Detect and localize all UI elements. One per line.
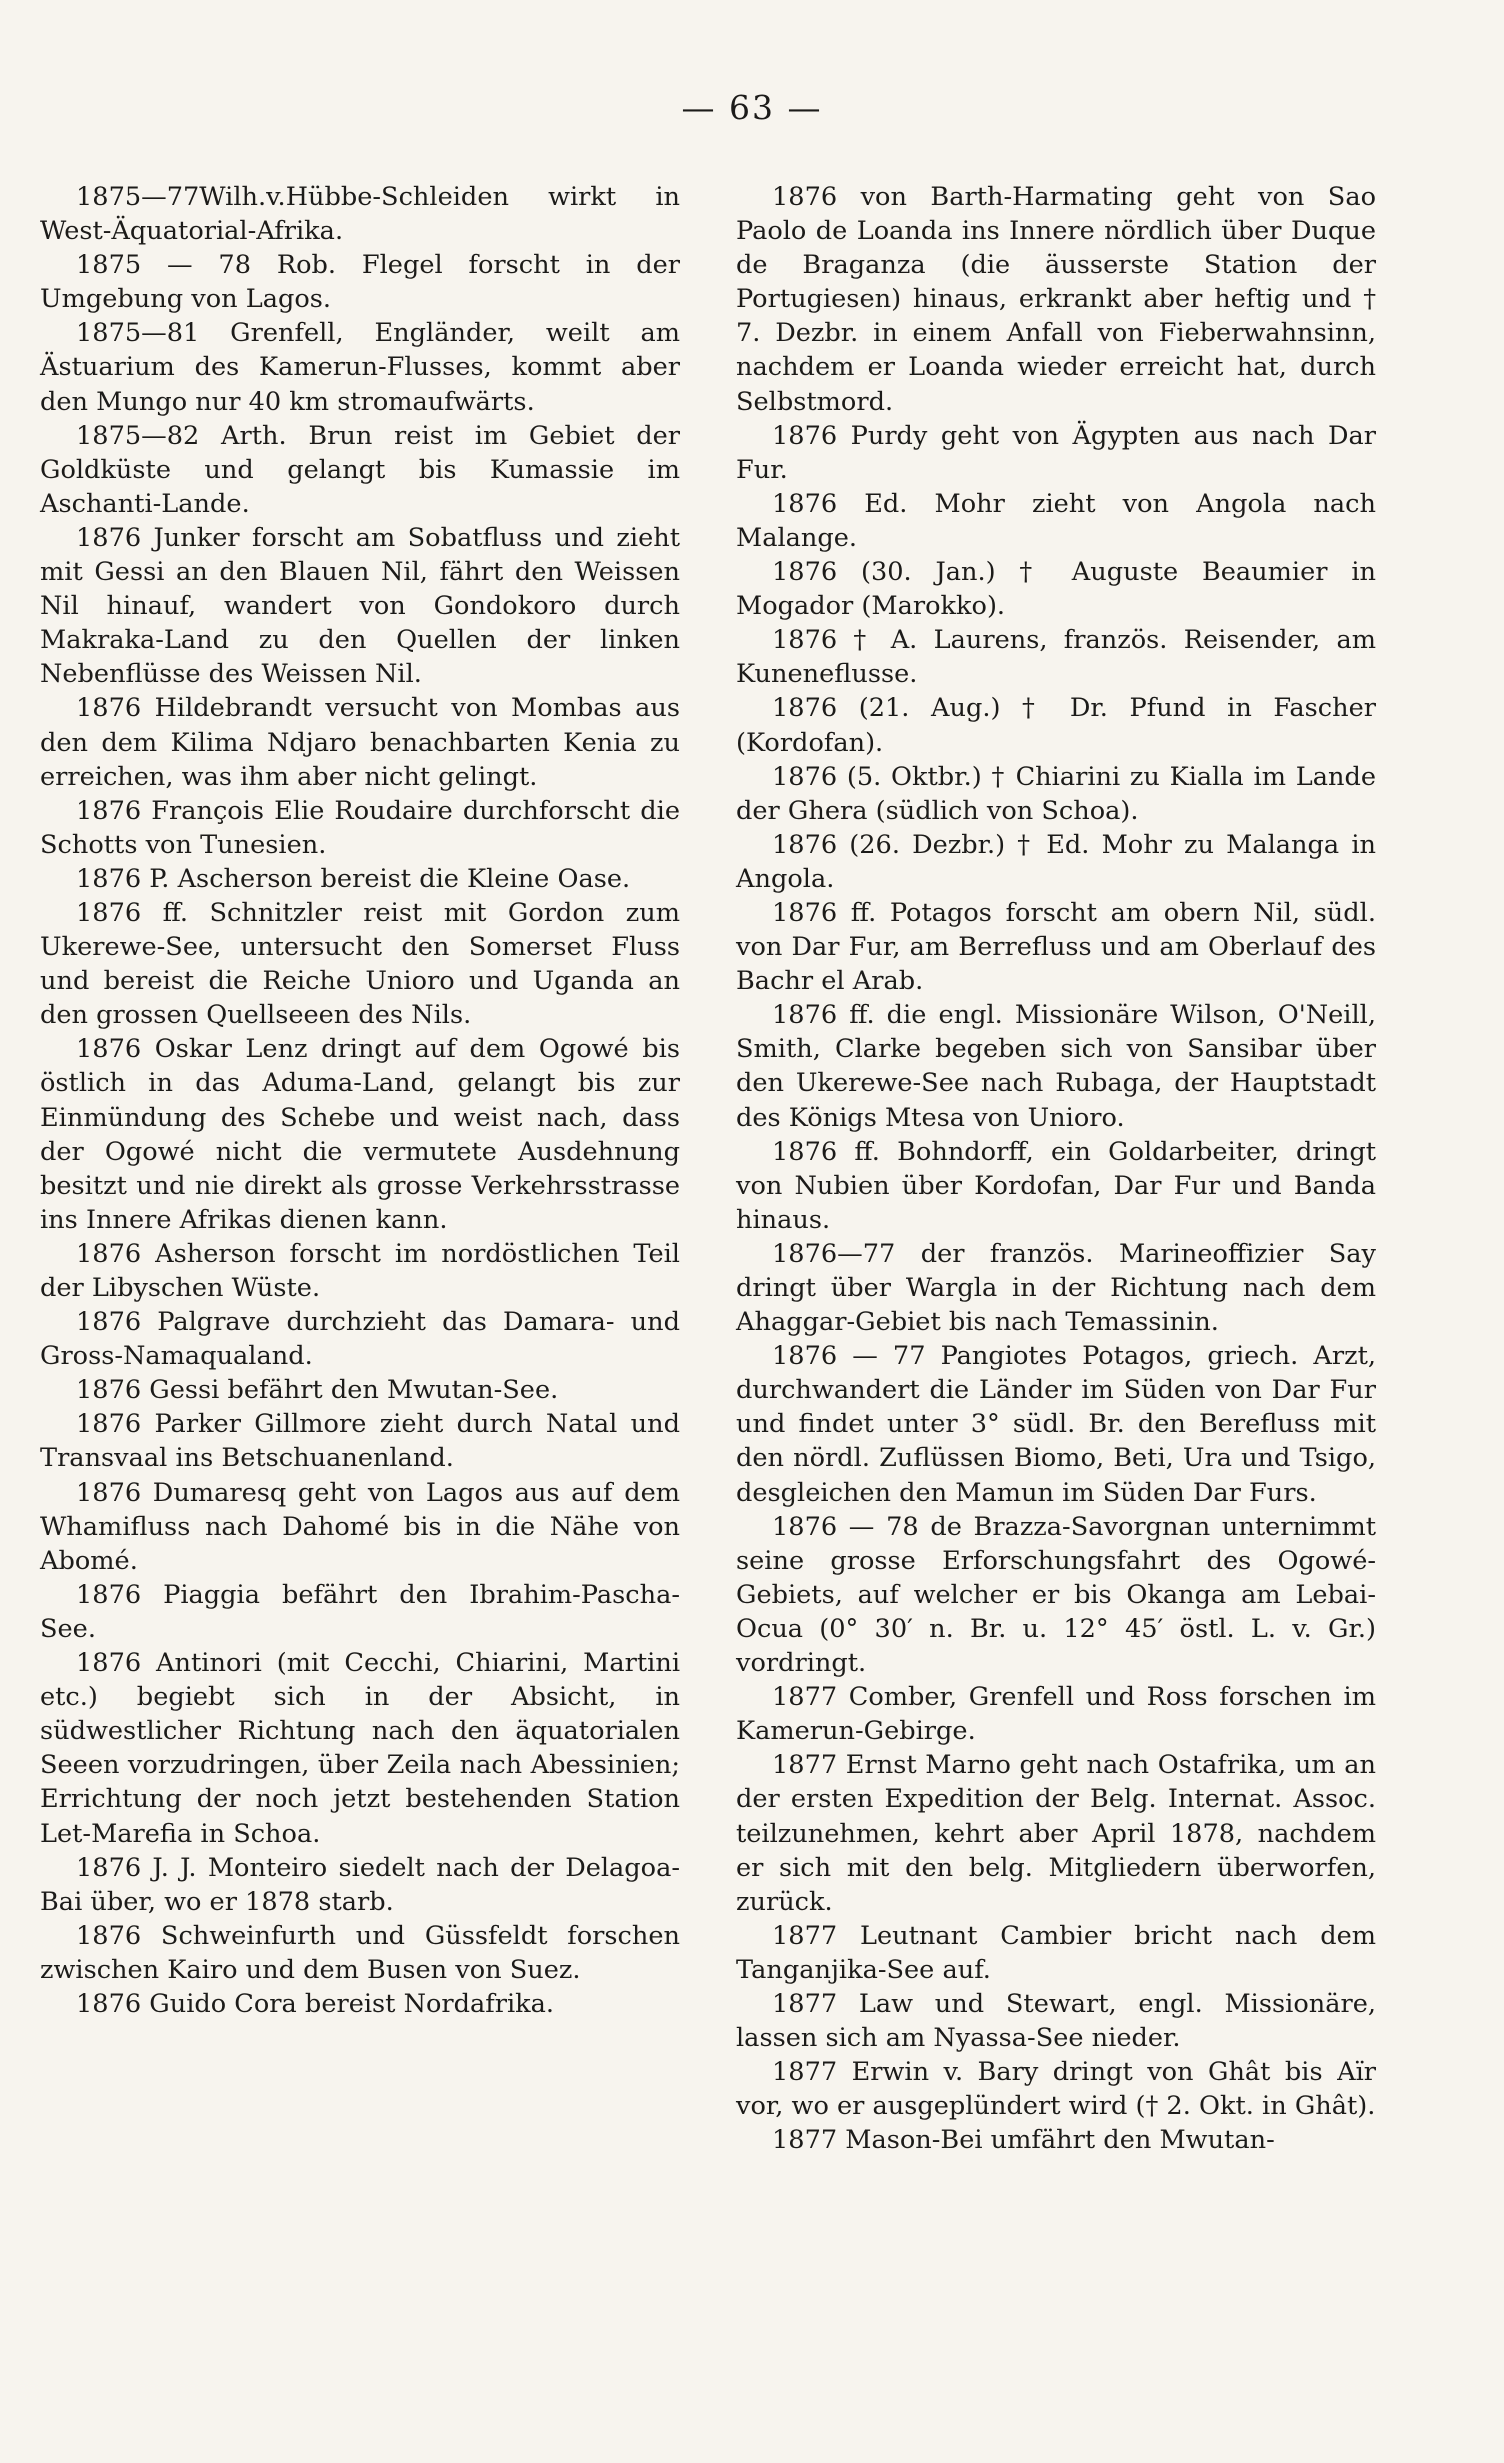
- entry: 1875—77Wilh.v.Hübbe-Schleiden wirkt in West-Äquatorial-Afrika.: [40, 182, 680, 247]
- entry: 1876—77 der französ. Marineoffizier Say dringt über Wargla in der Richtung nach dem Ahaggar-Gebiet bis nach Temassinin.: [736, 1238, 1376, 1338]
- entry: 1876 Oskar Lenz dringt auf dem Ogowé bis östlich in das Aduma-Land, gelangt bis zur Einmündung des Schebe und weist nach, dass der Ogowé nicht die vermutete Ausdehnung besitzt und nie direkt als grosse Verkehrsstrasse ins Innere Afrikas dienen kann.: [40, 1034, 680, 1235]
- entry: 1877 Erwin v. Bary dringt von Ghât bis Aïr vor, wo er ausgeplündert wird († 2. Okt. in Ghât).: [736, 2057, 1376, 2122]
- entry: 1876 Piaggia befährt den Ibrahim-Pascha-See.: [40, 1579, 680, 1644]
- entry: 1877 Law und Stewart, engl. Missionäre, lassen sich am Nyassa-See nieder.: [736, 1988, 1376, 2054]
- entry: 1876 Parker Gillmore zieht durch Natal und Transvaal ins Betschuanenland.: [40, 1409, 680, 1474]
- entry: 1875 — 78 Rob. Flegel forscht in der Umgebung von Lagos.: [40, 250, 680, 315]
- entry: 1876 Guido Cora bereist Nordafrika.: [76, 1988, 555, 2019]
- entry: 1876 † A. Laurens, französ. Reisender, am Kuneneflusse.: [736, 625, 1376, 690]
- entry: 1876 — 77 Pangiotes Potagos, griech. Arzt, durchwandert die Länder im Süden von Dar Fur und findet unter 3° südl. Br. den Berefluss mit den nördl. Zuflüssen Biomo, Beti, Ura und Tsigo, desgleichen den Mamun im Süden Dar Furs.: [736, 1341, 1376, 1508]
- entry: 1877 Ernst Marno geht nach Ostafrika, um an der ersten Expedition der Belg. Internat. Assoc. teilzunehmen, kehrt aber April 1878, nachdem er sich mit den belg. Mitgliedern überworfen, zurück.: [736, 1750, 1376, 1917]
- entry: 1876 ff. Schnitzler reist mit Gordon zum Ukerewe-See, untersucht den Somerset Fluss und bereist die Reiche Unioro und Uganda an den grossen Quellseeen des Nils.: [40, 897, 680, 1031]
- entry: 1876 von Barth-Harmating geht von Sao Paolo de Loanda ins Innere nördlich über Duque de Braganza (die äusserste Station der Portugiesen) hinaus, erkrankt aber heftig und † 7. Dezbr. in einem Anfall von Fieberwahnsinn, nachdem er Loanda wieder erreicht hat, durch Selbstmord.: [736, 182, 1376, 417]
- entry: 1876 P. Ascherson bereist die Kleine Oase.: [76, 863, 631, 894]
- entry: 1876 Hildebrandt versucht von Mombas aus den dem Kilima Ndjaro benachbarten Kenia zu erreichen, was ihm aber nicht gelingt.: [40, 693, 680, 792]
- entry: 1876 ff. Bohndorff, ein Goldarbeiter, dringt von Nubien über Kordofan, Dar Fur und Banda hinaus.: [736, 1136, 1376, 1235]
- entry: 1875—82 Arth. Brun reist im Gebiet der Goldküste und gelangt bis Kumassie im Aschanti-Lande.: [40, 420, 680, 519]
- entry: 1876 Junker forscht am Sobatfluss und zieht mit Gessi an den Blauen Nil, fährt den Weissen Nil hinauf, wandert von Gondokoro durch Makraka-Land zu den Quellen der linken Nebenflüsse des Weissen Nil.: [40, 522, 680, 690]
- entry: 1876 (30. Jan.) † Auguste Beaumier in Mogador (Marokko).: [736, 557, 1376, 622]
- entry: 1876 (21. Aug.) † Dr. Pfund in Fascher (Kordofan).: [736, 693, 1376, 758]
- entry: 1876 Palgrave durchzieht das Damara- und Gross-Namaqualand.: [40, 1307, 680, 1372]
- entry: 1876 Schweinfurth und Güssfeldt forschen zwischen Kairo und dem Busen von Suez.: [40, 1920, 680, 1985]
- entry: 1877 Mason-Bei umfährt den Mwutan-: [772, 2125, 1275, 2156]
- entry: 1876 J. J. Monteiro siedelt nach der Delagoa-Bai über, wo er 1878 starb.: [40, 1852, 680, 1917]
- page-number: — 63 —: [681, 88, 823, 127]
- entry: 1876 François Elie Roudaire durchforscht die Schotts von Tunesien.: [40, 795, 680, 860]
- entry: 1876 ff. Potagos forscht am obern Nil, südl. von Dar Fur, am Berrefluss und am Oberlauf des Bachr el Arab.: [736, 897, 1376, 997]
- left-column: [40, 180, 680, 2021]
- entry: 1877 Leutnant Cambier bricht nach dem Tanganjika-See auf.: [736, 1920, 1376, 1985]
- entry: 1876 Asherson forscht im nordöstlichen Teil der Libyschen Wüste.: [40, 1238, 680, 1303]
- entry: 1876 Dumaresq geht von Lagos aus auf dem Whamifluss nach Dahomé bis in die Nähe von Abomé.: [40, 1477, 680, 1576]
- right-column: [736, 180, 1376, 2157]
- entry: 1877 Comber, Grenfell und Ross forschen im Kamerun-Gebirge.: [736, 1682, 1376, 1747]
- entry: 1876 (26. Dezbr.) † Ed. Mohr zu Malanga in Angola.: [736, 829, 1376, 894]
- entry: 1876 ff. die engl. Missionäre Wilson, O'Neill, Smith, Clarke begeben sich von Sansibar über den Ukerewe-See nach Rubaga, der Hauptstadt des Königs Mtesa von Unioro.: [736, 1000, 1376, 1133]
- entry: 1876 Ed. Mohr zieht von Angola nach Malange.: [736, 488, 1376, 553]
- entry: 1876 Gessi befährt den Mwutan-See.: [76, 1375, 559, 1406]
- entry: 1875—81 Grenfell, Engländer, weilt am Ästuarium des Kamerun-Flusses, kommt aber den Mungo nur 40 km stromaufwärts.: [40, 318, 680, 417]
- entry: 1876 (5. Oktbr.) † Chiarini zu Kialla im Lande der Ghera (südlich von Schoa).: [736, 761, 1376, 826]
- entry: 1876 Antinori (mit Cecchi, Chiarini, Martini etc.) begiebt sich in der Absicht, in südwestlicher Richtung nach den äquatorialen Seeen vorzudringen, über Zeila nach Abessinien; Errichtung der noch jetzt bestehenden Station Let-Marefia in Schoa.: [40, 1648, 680, 1849]
- entry: 1876 Purdy geht von Ägypten aus nach Dar Fur.: [736, 420, 1376, 485]
- entry: 1876 — 78 de Brazza-Savorgnan unternimmt seine grosse Erforschungsfahrt des Ogowé-Gebiets, auf welcher er bis Okanga am Lebai-Ocua (0° 30′ n. Br. u. 12° 45′ östl. L. v. Gr.) vordringt.: [736, 1511, 1376, 1679]
